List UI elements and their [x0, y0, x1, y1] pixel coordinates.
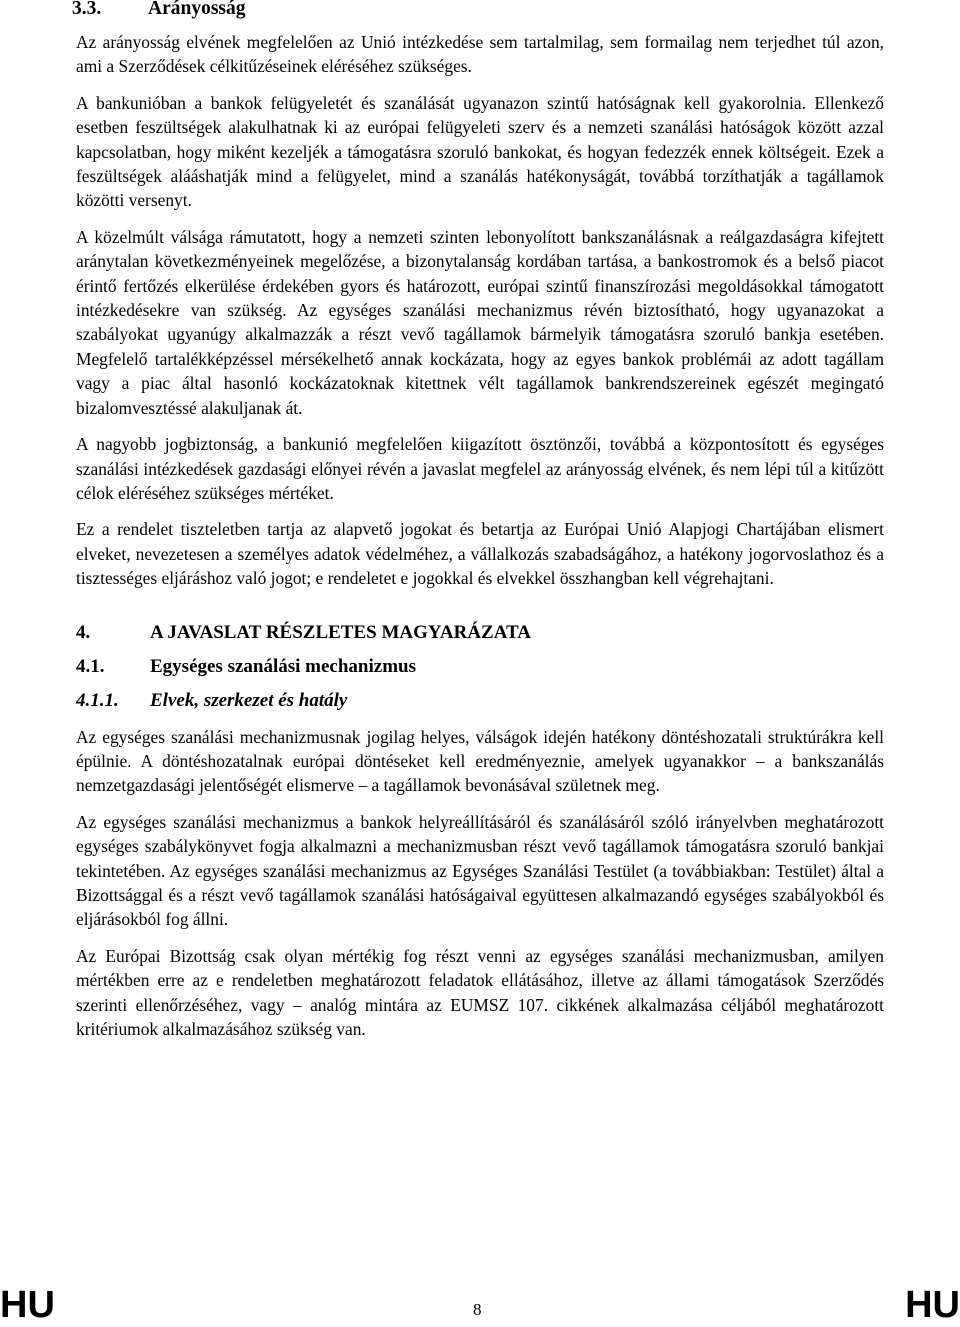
paragraph: A bankunióban a bankok felügyeletét és szanálását ugyanazon szintű hatóságnak kell gyakorolnia. Ellenkező esetben feszültségek alakulhatnak ki az európai felügyeleti szerv és a nemzeti szanálási hatóságok között azzal kapcsolatban, hogy miként kezeljék a támogatásra szoruló bankokat, és hogyan fedezzék ennek költségeit. Ezek a feszültségek alááshatják mind a felügyelet, mind a szanálás hatékonyságát, továbbá torzíthatják a tagállamok közötti versenyt.: [76, 92, 884, 211]
section-heading-4-1: [76, 655, 884, 679]
section-number: 4.: [76, 621, 91, 643]
paragraph: Az Európai Bizottság csak olyan mértékig fog részt venni az egységes szanálási mechanizmusban, amilyen mértékben erre az e rendeletben meghatározott feladatok ellátásához, illetve az állami támogatások Szerződés szerinti ellenőrzéséhez, vagy – analóg mintára az EUMSZ 107. cikkének alkalmazása céljából meghatározott kritériumok alkalmazásához szükség van.: [76, 945, 884, 1039]
section-number: 4.1.: [76, 655, 105, 677]
page-footer: [0, 1284, 960, 1327]
language-code-left: HU: [0, 1284, 55, 1326]
section-heading-3-3: [72, 0, 246, 20]
paragraph: Az egységes szanálási mechanizmus a bankok helyreállításáról és szanálásáról szóló irányelvben meghatározott egységes szabálykönyvet fogja alkalmazni a mechanizmusban részt vevő tagállamok támogatásra szoruló bankjai tekintetében. Az egységes szanálási mechanizmus az Egységes Szanálási Testület (a továbbiakban: Testület) által a Bizottsággal és a részt vevő tagállamok szanálási hatóságaival együttesen alkalmazandó egységes szabályokból és eljárásokból fog állni.: [76, 811, 884, 930]
document-page: [72, 0, 884, 1041]
section-title: Elvek, szerkezet és hatály: [150, 689, 348, 711]
section-title: A JAVASLAT RÉSZLETES MAGYARÁZATA: [150, 621, 532, 643]
page-number: 8: [473, 1300, 482, 1319]
section-heading-4: [76, 621, 884, 645]
language-code-right: HU: [905, 1284, 960, 1326]
paragraph: A nagyobb jogbiztonság, a bankunió megfelelően kiigazított ösztönzői, továbbá a központosított és egységes szanálási intézkedések gazdasági előnyei révén a javaslat megfelel az arányosság elvének, és nem lépi túl a kitűzött célok eléréséhez szükséges mértéket.: [76, 434, 884, 503]
section-title: Egységes szanálási mechanizmus: [150, 655, 416, 677]
paragraph: Az arányosság elvének megfelelően az Unió intézkedése sem tartalmilag, sem formailag nem terjedhet túl azon, ami a Szerződések célkitűzéseinek eléréséhez szükséges.: [76, 32, 884, 77]
section-number: 4.1.1.: [76, 689, 119, 711]
section-title: Arányosság: [148, 0, 246, 19]
section-heading-4-1-1: [76, 689, 884, 713]
section-number: 3.3.: [72, 0, 102, 19]
paragraph: Ez a rendelet tiszteletben tartja az alapvető jogokat és betartja az Európai Unió Alapjogi Chartájában elismert elveket, nevezetesen a személyes adatok védelméhez, a vállalkozás szabadságához, a hatékony jogorvoslathoz és a tisztességes eljáráshoz való jogot; e rendeletet e jogokkal és elvekkel összhangban kell végrehajtani.: [76, 519, 884, 589]
paragraph: Az egységes szanálási mechanizmusnak jogilag helyes, válságok idején hatékony döntéshozatali struktúrákra kell épülnie. A döntéshozatalnak európai döntéseket kell eredményeznie, amelyek ugyanakkor – a bankszanálás nemzetgazdasági jelentőségét elismerve – a tagállamok bevonásával születnek meg.: [76, 726, 884, 796]
paragraph: A közelmúlt válsága rámutatott, hogy a nemzeti szinten lebonyolított bankszanálásnak a reálgazdaságra kifejtett aránytalan következményeinek megelőzése, a bizonytalanság kordában tartása, a bankostromok és a belső piacot érintő fertőzés elkerülése érdekében gyors és határozott, európai szintű finanszírozási megoldásokkal támogatott intézkedésekre van szükség. Az egységes szanálási mechanizmus révén biztosítható, hogy ugyanazokat a szabályokat ugyanúgy alkalmazzák a részt vevő tagállamok bármelyik támogatásra szoruló bankja esetében. Megfelelő tartalékképzéssel mérsékelhető annak kockázata, hogy az egyes bankok problémái az adott tagállam vagy a piac által hasonló kockázatoknak kitettnek vélt tagállamok bankrendszereinek egészét megingató bizalomvesztéssé alakuljanak át.: [76, 226, 884, 418]
